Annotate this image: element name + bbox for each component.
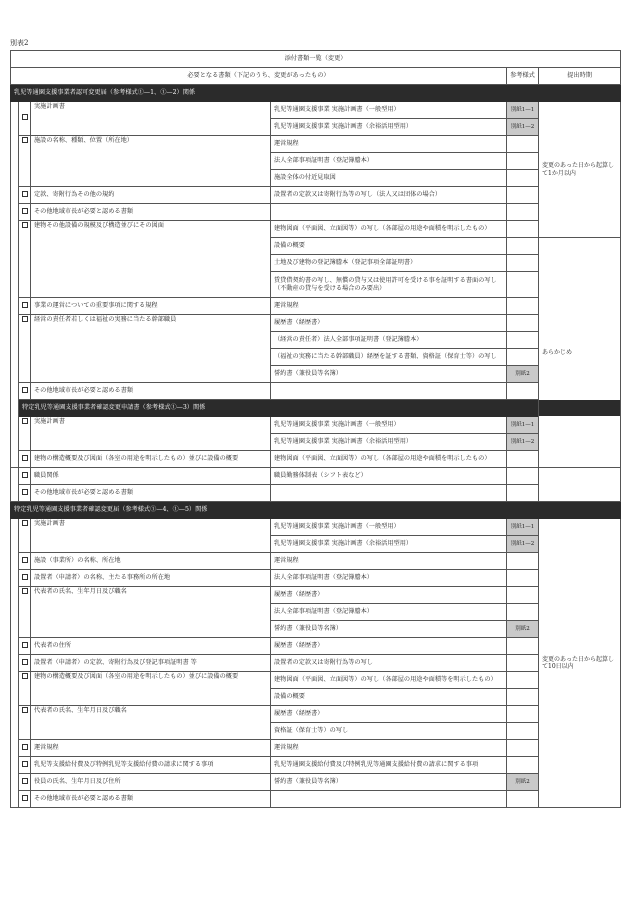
indent-cell bbox=[11, 519, 19, 808]
list-item: 実施計画書 bbox=[31, 519, 271, 553]
list-item: 設置者（申請者）の定款、寄附行為及び登記事項証明書 等 bbox=[31, 655, 271, 672]
attachment-table bbox=[10, 50, 621, 808]
doc-cell: 設備の概要 bbox=[271, 238, 507, 255]
doc-cell: （経営の責任者）法人全部事項証明書（登記簿謄本） bbox=[271, 332, 507, 349]
doc-cell: 法人全部事項証明書（登記簿謄本） bbox=[271, 153, 507, 170]
list-item: その他地域市長が必要と認める書類 bbox=[31, 383, 271, 400]
timing-cell: あらかじめ bbox=[539, 238, 621, 468]
timing-cell: 変更のあった日から起算して10日以内 bbox=[539, 519, 621, 808]
doc-cell: 運営規程 bbox=[271, 136, 507, 153]
list-item: 定款、寄附行為その他の規約 bbox=[31, 187, 271, 204]
checkbox[interactable] bbox=[22, 387, 28, 393]
checkbox[interactable] bbox=[22, 557, 28, 563]
list-item: 実施計画書 bbox=[31, 417, 271, 451]
checkbox[interactable] bbox=[22, 795, 28, 801]
list-item: 代表者の住所 bbox=[31, 638, 271, 655]
list-item: 建物の構造概要及び図面（各室の用途を明示したもの）並びに設備の概要 bbox=[31, 451, 271, 468]
list-item: 経営の責任者若しくは福祉の実務に当たる幹部職員 bbox=[31, 315, 271, 383]
doc-cell: 建物図面（平面図、立面図等）の写し（各部屋の用途や面積等を明示したもの） bbox=[271, 672, 507, 689]
list-item: 施設（事業所）の名称、所在地 bbox=[31, 553, 271, 570]
checkbox[interactable] bbox=[22, 472, 28, 478]
doc-cell: 履歴書（経歴書） bbox=[271, 638, 507, 655]
doc-cell: 誓約書（兼役員等名簿） bbox=[271, 366, 507, 383]
checkbox[interactable] bbox=[22, 659, 28, 665]
checkbox[interactable] bbox=[22, 489, 28, 495]
header-form: 参考様式 bbox=[507, 68, 539, 85]
doc-cell: 職員勤務体制表（シフト表など） bbox=[271, 468, 507, 485]
header-timing: 提出時期 bbox=[539, 68, 621, 85]
checkbox[interactable] bbox=[22, 778, 28, 784]
checkbox[interactable] bbox=[22, 137, 28, 143]
list-item: 建物の構造概要及び図面（各室の用途を明示したもの）並びに設備の概要 bbox=[31, 672, 271, 706]
list-item: 建物その他設備の規模及び構造並びにその図面 bbox=[31, 221, 271, 298]
doc-cell: 履歴書（経歴書） bbox=[271, 315, 507, 332]
header-docs: 必要となる書類（下記のうち、変更があったもの） bbox=[11, 68, 507, 85]
form-cell: 別紙2 bbox=[507, 774, 539, 791]
doc-cell: 乳児等通園支援事業 実施計画書（一般型用） bbox=[271, 519, 507, 536]
checkbox[interactable] bbox=[22, 642, 28, 648]
doc-cell: 誓約書（兼役員等名簿） bbox=[271, 621, 507, 638]
checkbox[interactable] bbox=[22, 455, 28, 461]
doc-cell: 建物図面（平面図、立面図等）の写し（各部屋の用途や面積を明示したもの） bbox=[271, 221, 507, 238]
list-item: その他地域市長が必要と認める書類 bbox=[31, 791, 271, 808]
doc-cell: 設備の概要 bbox=[271, 689, 507, 706]
list-item: 施設の名称、種類、位置（所在地） bbox=[31, 136, 271, 187]
checkbox[interactable] bbox=[22, 316, 28, 322]
list-item: 代表者の氏名、生年月日及び職名 bbox=[31, 587, 271, 638]
doc-cell: 運営規程 bbox=[271, 298, 507, 315]
timing-cell: 変更のあった日から起算して1か月以内 bbox=[539, 102, 621, 238]
doc-cell: 法人全部事項証明書（登記簿謄本） bbox=[271, 570, 507, 587]
doc-cell: 法人全部事項証明書（登記簿謄本） bbox=[271, 604, 507, 621]
doc-cell: 乳児等通園支援事業 実施計画書（余裕活用型用） bbox=[271, 434, 507, 451]
checkbox[interactable] bbox=[22, 222, 28, 228]
doc-cell: 設置者の定款又は寄附行為等の写し bbox=[271, 655, 507, 672]
doc-cell: 資格証（保育士等）の写し bbox=[271, 723, 507, 740]
list-item: 運営規程 bbox=[31, 740, 271, 757]
list-item: 乳児等支援給付費及び特例乳児等支援給付費の請求に関する事項 bbox=[31, 757, 271, 774]
doc-cell: 乳児等通園支援事業 実施計画書（余裕活用型用） bbox=[271, 536, 507, 553]
list-item: その他地域市長が必要と認める書類 bbox=[31, 485, 271, 502]
checkbox[interactable] bbox=[22, 418, 28, 424]
form-cell: 別紙1—2 bbox=[507, 536, 539, 553]
indent-cell bbox=[11, 102, 19, 468]
table-title: 添付書類一覧（変更） bbox=[11, 51, 621, 68]
checkbox[interactable] bbox=[22, 707, 28, 713]
form-cell: 別紙1—2 bbox=[507, 434, 539, 451]
list-item: 実施計画書 bbox=[31, 102, 271, 136]
checkbox[interactable] bbox=[22, 588, 28, 594]
form-cell: 別紙2 bbox=[507, 621, 539, 638]
doc-cell: 施設全体の付近見取図 bbox=[271, 170, 507, 187]
doc-cell: 履歴書（経歴書） bbox=[271, 587, 507, 604]
list-item: 設置者（申請者）の名称、主たる事務所の所在地 bbox=[31, 570, 271, 587]
doc-cell: 運営規程 bbox=[271, 553, 507, 570]
doc-cell: 賃貸借契約書の写し、無償の貸与又は使用許可を受ける事を証明する書面の写し（不動産の貸与を受ける場合のみ要出） bbox=[271, 272, 507, 298]
list-item: その他地域市長が必要と認める書類 bbox=[31, 204, 271, 221]
form-cell: 別紙2 bbox=[507, 366, 539, 383]
doc-cell: 乳児等通園支援事業 実施計画書（余裕活用型用） bbox=[271, 119, 507, 136]
doc-cell: 誓約書（兼役員等名簿） bbox=[271, 774, 507, 791]
section-title: 特定乳児等通園支援事業者確認変更申請書（参考様式①—3）関係 bbox=[19, 400, 621, 417]
checkbox[interactable] bbox=[22, 574, 28, 580]
doc-cell: 履歴書（経歴書） bbox=[271, 706, 507, 723]
checkbox[interactable] bbox=[22, 208, 28, 214]
section-title: 特定乳児等通園支援事業者確認変更届（参考様式①—4、①—5）関係 bbox=[11, 502, 621, 519]
doc-cell: 建物図面（平面図、立面図等）の写し（各部屋の用途や面積を明示したもの） bbox=[271, 451, 507, 468]
doc-cell: （福祉の実務に当たる幹部職員）経歴を証する書類、資格証（保育士等）の写し bbox=[271, 349, 507, 366]
checkbox[interactable] bbox=[22, 114, 28, 120]
form-cell: 別紙1—1 bbox=[507, 102, 539, 119]
doc-cell: 乳児等通園支援事業 実施計画書（一般型用） bbox=[271, 102, 507, 119]
section-title: 乳児等通園支援事業者認可変更届（参考様式①—1、①—2）関係 bbox=[11, 85, 621, 102]
form-cell: 別紙1—1 bbox=[507, 519, 539, 536]
checkbox[interactable] bbox=[22, 191, 28, 197]
checkbox[interactable] bbox=[22, 302, 28, 308]
checkbox[interactable] bbox=[22, 673, 28, 679]
form-cell: 別紙1—2 bbox=[507, 119, 539, 136]
form-cell: 別紙1—1 bbox=[507, 417, 539, 434]
doc-cell: 乳児等通園支援給付費及び特例乳児等通園支援給付費の請求に関する事項 bbox=[271, 757, 507, 774]
doc-cell: 乳児等通園支援事業 実施計画書（一般型用） bbox=[271, 417, 507, 434]
checkbox[interactable] bbox=[22, 744, 28, 750]
doc-cell: 設置者の定款又は寄附行為等の写し（法人又は団体の場合） bbox=[271, 187, 507, 204]
list-item: 役員の氏名、生年月日及び住所 bbox=[31, 774, 271, 791]
doc-cell: 土地及び建物の登記簿謄本（登記事項全部証明書） bbox=[271, 255, 507, 272]
checkbox[interactable] bbox=[22, 520, 28, 526]
list-item: 代表者の氏名、生年月日及び職名 bbox=[31, 706, 271, 740]
document-label: 別表2 bbox=[10, 39, 29, 47]
checkbox[interactable] bbox=[22, 761, 28, 767]
list-item: 事業の運営についての重要事項に関する規程 bbox=[31, 298, 271, 315]
doc-cell: 運営規程 bbox=[271, 740, 507, 757]
list-item: 職員関係 bbox=[31, 468, 271, 485]
